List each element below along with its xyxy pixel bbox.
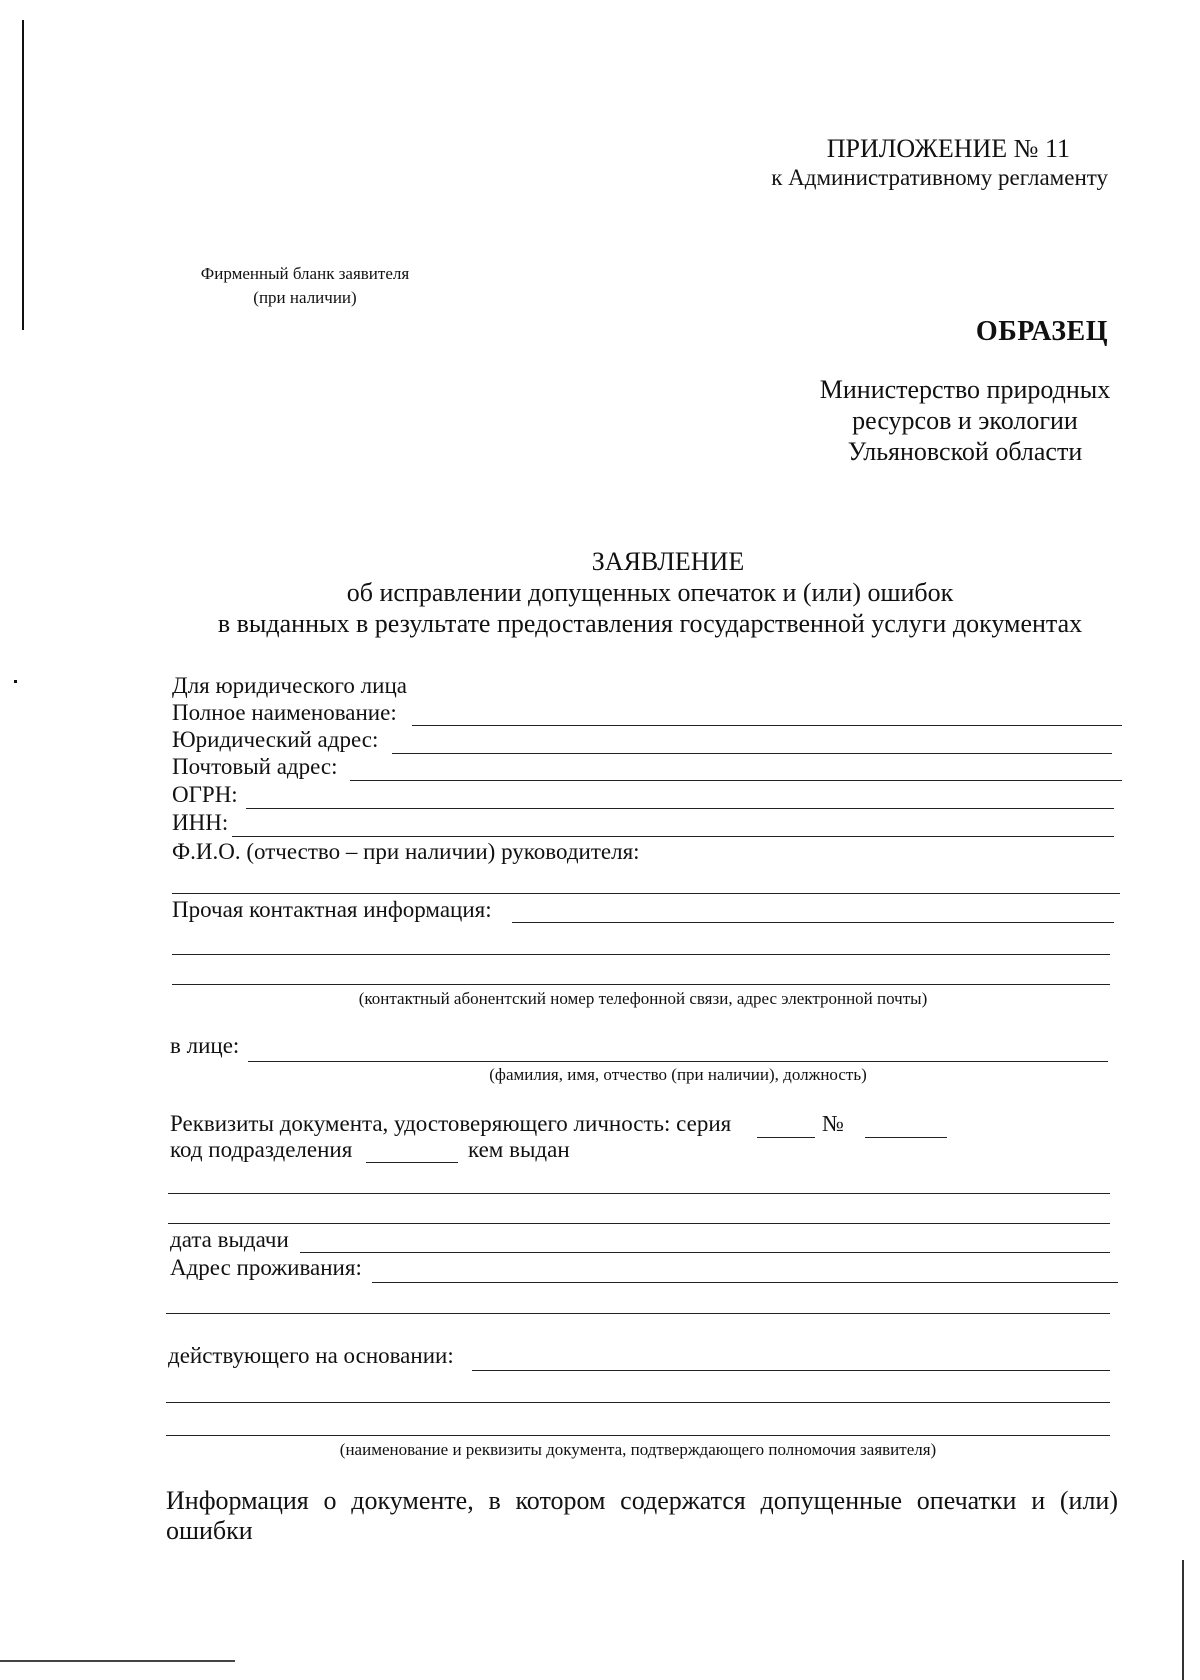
basis-field-3[interactable] (166, 1435, 1110, 1436)
letterhead-note (170, 262, 440, 310)
id-series-field[interactable] (757, 1137, 815, 1138)
legal-address-field[interactable] (392, 753, 1112, 754)
inn-label: ИНН: (172, 810, 229, 835)
division-code-field[interactable] (366, 1162, 458, 1163)
document-title (170, 546, 1130, 639)
other-contact-field-3[interactable] (172, 984, 1110, 985)
other-contact-field-2[interactable] (172, 954, 1110, 955)
ogrn-label: ОГРН: (172, 782, 238, 807)
addressee-line3: Ульяновской области (847, 437, 1083, 466)
issue-date-label: дата выдачи (170, 1227, 289, 1252)
scan-dot (14, 680, 17, 683)
legal-address-label: Юридический адрес: (172, 727, 379, 752)
other-contact-field[interactable] (512, 922, 1114, 923)
in-person-note: (фамилия, имя, отчество (при наличии), должность) (489, 1065, 867, 1084)
director-name-label: Ф.И.О. (отчество – при наличии) руководителя: (172, 839, 640, 864)
in-person-label: в лице: (170, 1033, 240, 1058)
letterhead-note-line1: Фирменный бланк заявителя (200, 264, 410, 283)
title-line3: в выданных в результате предоставления государственной услуги документах (217, 609, 1083, 638)
issue-date-field[interactable] (300, 1252, 1110, 1253)
legal-entity-section-label: Для юридического лица (172, 673, 407, 698)
other-contact-label: Прочая контактная информация: (172, 897, 492, 922)
full-name-label: Полное наименование: (172, 700, 397, 725)
title-line2: об исправлении допущенных опечаток и (или) ошибок (346, 578, 954, 607)
id-document-label: Реквизиты документа, удостоверяющего личность: серия (170, 1111, 732, 1136)
full-name-field[interactable] (412, 725, 1122, 726)
basis-field[interactable] (472, 1370, 1110, 1371)
addressee-line2: ресурсов и экологии (852, 406, 1078, 435)
id-number-field[interactable] (865, 1137, 947, 1138)
inn-field[interactable] (232, 836, 1114, 837)
ogrn-field[interactable] (246, 808, 1114, 809)
appendix-number: ПРИЛОЖЕНИЕ № 11 (826, 134, 1070, 163)
postal-address-field[interactable] (350, 780, 1122, 781)
issued-by-field-2[interactable] (168, 1223, 1110, 1224)
residence-address-field[interactable] (372, 1282, 1118, 1283)
scan-edge-right (1182, 1560, 1184, 1680)
scan-edge-line (22, 20, 24, 330)
issued-by-label: кем выдан (468, 1137, 570, 1162)
scan-edge-line-bottom (0, 1660, 235, 1662)
basis-note: (наименование и реквизиты документа, подтверждающего полномочия заявителя) (339, 1440, 937, 1459)
sample-label: ОБРАЗЕЦ (975, 316, 1108, 347)
basis-label: действующего на основании: (168, 1343, 454, 1368)
residence-address-label: Адрес проживания: (170, 1255, 362, 1280)
letterhead-note-line2: (при наличии) (253, 288, 357, 307)
postal-address-label: Почтовый адрес: (172, 754, 338, 779)
contact-note: (контактный абонентский номер телефонной связи, адрес электронной почты) (358, 989, 928, 1008)
director-name-field[interactable] (172, 893, 1120, 894)
appendix-reference: к Административному регламенту (771, 165, 1108, 190)
document-info-text: Информация о документе, в котором содержатся допущенные опечатки и (или) ошибки (166, 1486, 1118, 1545)
in-person-field[interactable] (248, 1061, 1108, 1062)
addressee-block (810, 374, 1120, 467)
division-code-label: код подразделения (170, 1137, 353, 1162)
addressee-line1: Министерство природных (819, 375, 1111, 404)
basis-field-2[interactable] (166, 1402, 1110, 1403)
id-number-label: № (822, 1111, 844, 1136)
issued-by-field[interactable] (168, 1193, 1110, 1194)
residence-address-field-2[interactable] (166, 1313, 1110, 1314)
title-heading: ЗАЯВЛЕНИЕ (591, 547, 745, 576)
